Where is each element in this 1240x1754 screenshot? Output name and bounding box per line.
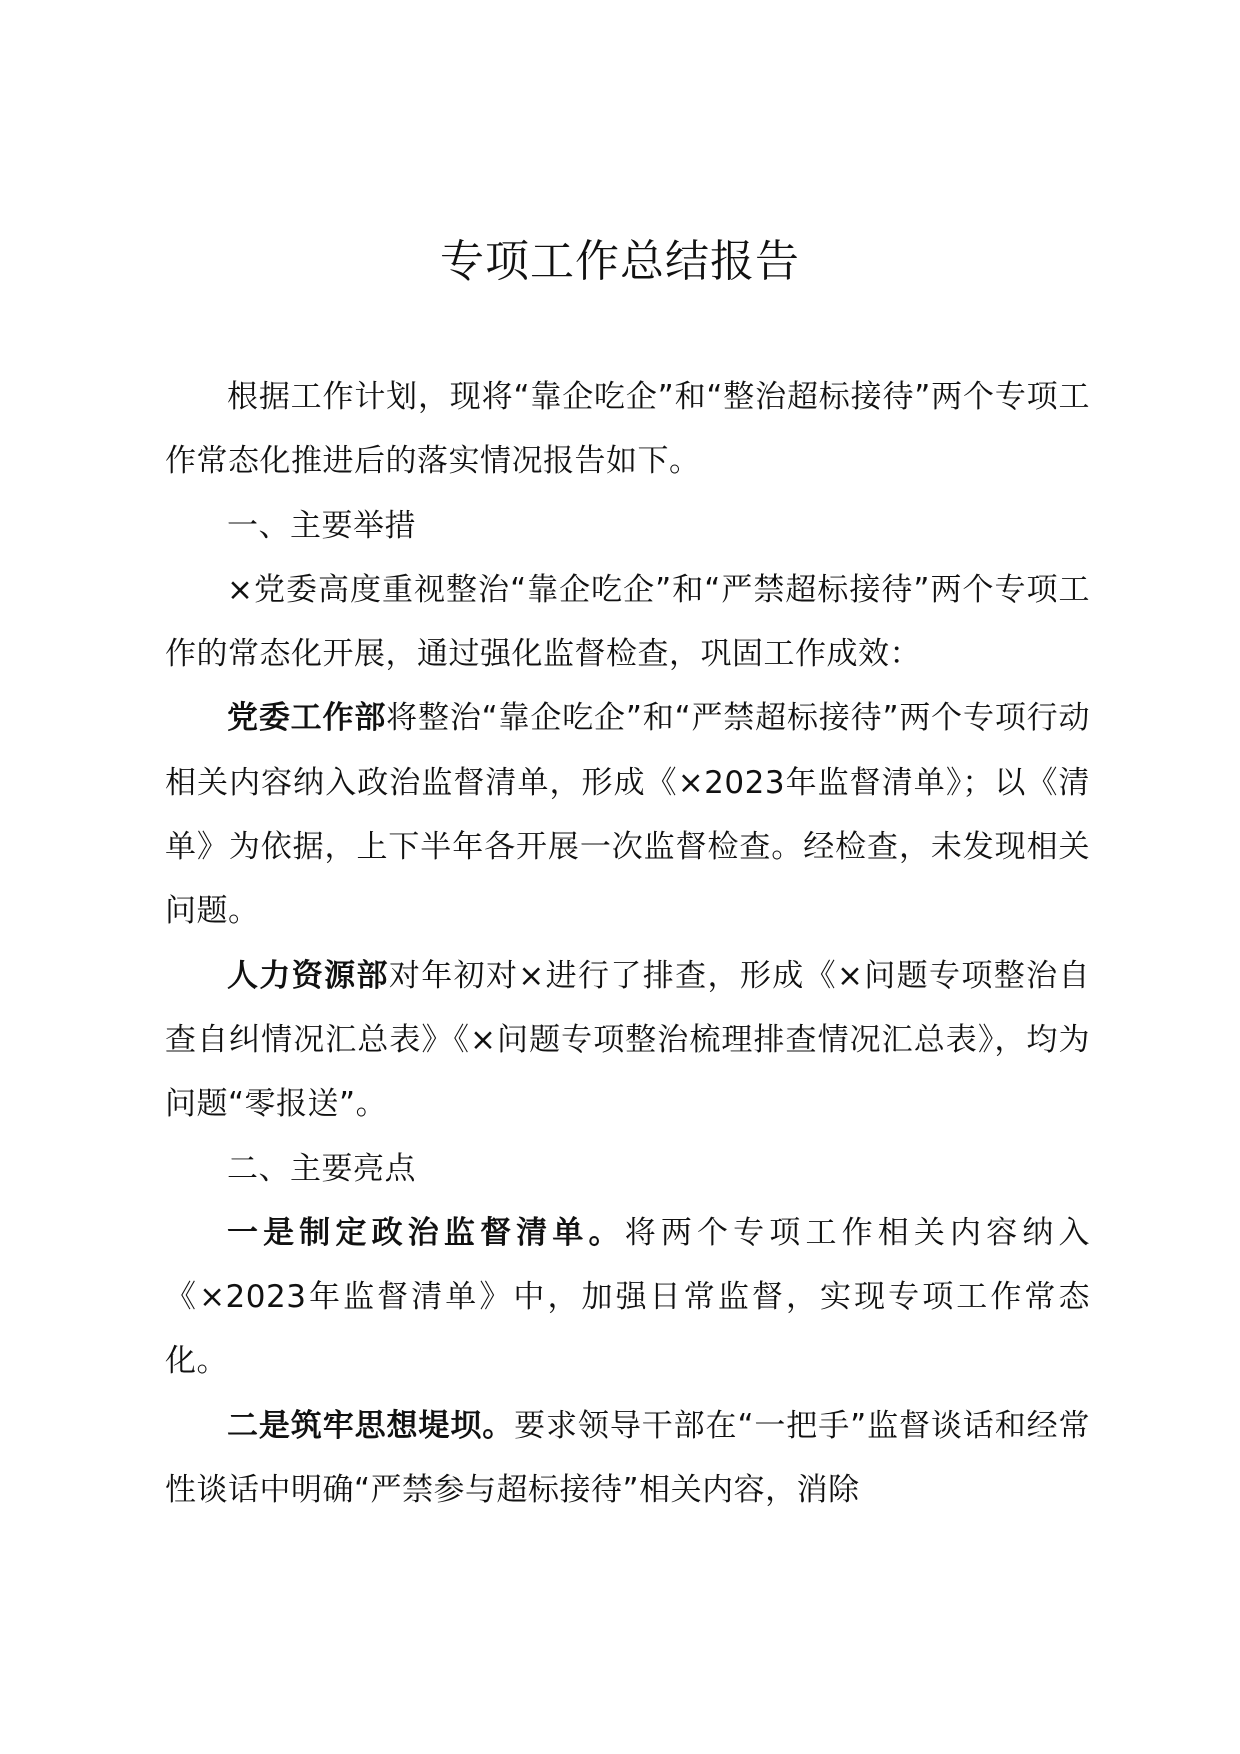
highlight-1-text: 将两个专项工作相关内容纳入《×2023年监督清单》中，加强日常监督，实现专项工作常态化。 <box>165 1214 1091 1380</box>
highlight-2-paragraph <box>165 1394 1090 1523</box>
highlight-2-lead: 二是筑牢思想堤坝。 <box>227 1407 515 1444</box>
section-heading-highlights: 二、主要亮点 <box>227 1150 416 1187</box>
intro-paragraph: 根据工作计划，现将“靠企吃企”和“整治超标接待”两个专项工作常态化推进后的落实情况报告如下。 <box>165 379 1090 480</box>
highlight-1-lead: 一是制定政治监督清单。 <box>227 1214 625 1251</box>
document-body <box>165 365 1090 1522</box>
party-dept-text: 将整治“靠企吃企”和“严禁超标接待”两个专项行动相关内容纳入政治监督清单，形成《×2023年监督清单》；以《清单》为依据，上下半年各开展一次监督检查。经检查，未发现相关问题。 <box>165 700 1090 930</box>
highlight-2-text: 要求领导干部在“一把手”监督谈话和经常性谈话中明确“严禁参与超标接待”相关内容，消除 <box>165 1407 1090 1509</box>
hr-dept-lead: 人力资源部 <box>227 957 389 994</box>
measures-paragraph: ×党委高度重视整治“靠企吃企”和“严禁超标接待”两个专项工作的常态化开展，通过强化监督检查，巩固工作成效： <box>165 571 1090 673</box>
hr-dept-text: 对年初对×进行了排查，形成《×问题专项整治自查自纠情况汇总表》《×问题专项整治梳理排查情况汇总表》，均为问题“零报送”。 <box>165 957 1091 1123</box>
section-heading-measures: 一、主要举措 <box>227 507 416 544</box>
highlight-1-paragraph <box>165 1201 1090 1394</box>
document-title: 专项工作总结报告 <box>440 236 800 287</box>
party-dept-paragraph <box>165 686 1090 943</box>
party-dept-lead: 党委工作部 <box>227 700 387 737</box>
hr-dept-paragraph <box>165 944 1090 1137</box>
